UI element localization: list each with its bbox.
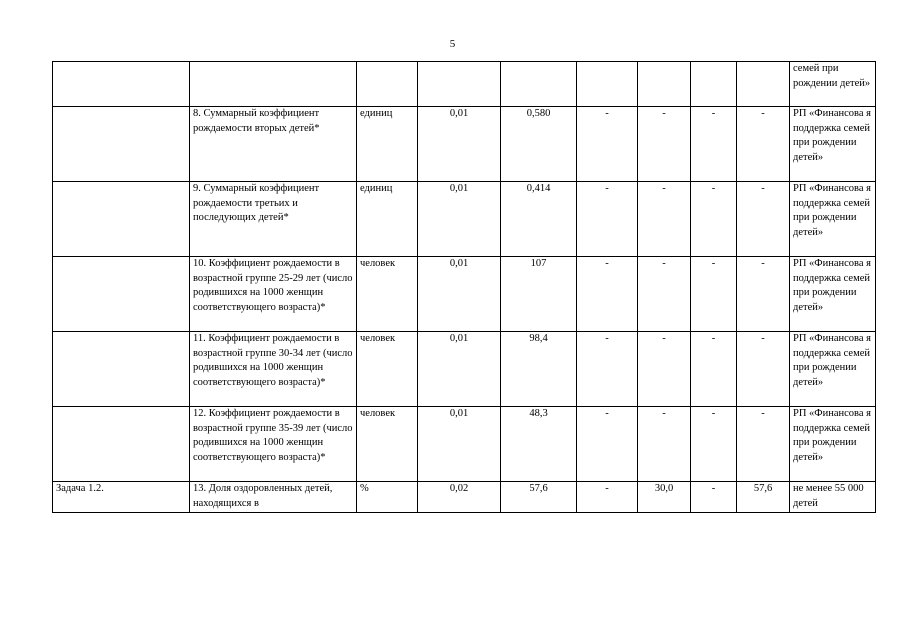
weight-cell: 0,01 [418,407,501,482]
source-cell: РП «Финансова я поддержка семей при рождении детей» [790,332,876,407]
task-cell: Задача 1.2. [53,482,190,513]
base-value-cell: 98,4 [501,332,577,407]
task-cell [53,107,190,182]
weight-cell: 0,02 [418,482,501,513]
task-cell [53,407,190,482]
value-cell: - [577,407,638,482]
value-cell [737,62,790,107]
value-cell: - [638,182,691,257]
value-cell: - [737,407,790,482]
source-cell: РП «Финансова я поддержка семей при рождении детей» [790,182,876,257]
base-value-cell: 0,580 [501,107,577,182]
value-cell: - [638,407,691,482]
indicator-cell: 10. Коэффициент рождаемости в возрастной группе 25-29 лет (число родившихся на 1000 женщин соответствующего возраста)* [190,257,357,332]
indicator-cell: 8. Суммарный коэффициент рождаемости вторых детей* [190,107,357,182]
unit-cell [357,62,418,107]
task-cell [53,182,190,257]
base-value-cell: 0,414 [501,182,577,257]
value-cell: - [691,257,737,332]
value-cell: - [691,182,737,257]
value-cell: - [737,332,790,407]
base-value-cell [501,62,577,107]
source-cell: не менее 55 000 детей [790,482,876,513]
source-cell: РП «Финансова я поддержка семей при рождении детей» [790,407,876,482]
value-cell: - [638,257,691,332]
indicator-cell: 13. Доля оздоровленных детей, находящихся в [190,482,357,513]
weight-cell: 0,01 [418,182,501,257]
value-cell: - [577,182,638,257]
table-row [53,62,876,107]
value-cell: - [638,107,691,182]
value-cell: - [691,407,737,482]
unit-cell: единиц [357,182,418,257]
weight-cell: 0,01 [418,107,501,182]
value-cell: - [737,257,790,332]
value-cell: - [737,107,790,182]
base-value-cell: 107 [501,257,577,332]
weight-cell: 0,01 [418,257,501,332]
value-cell: - [691,482,737,513]
source-cell: семей при рождении детей» [790,62,876,107]
unit-cell: человек [357,407,418,482]
base-value-cell: 57,6 [501,482,577,513]
source-cell: РП «Финансова я поддержка семей при рождении детей» [790,257,876,332]
page-number: 5 [449,38,456,50]
task-cell [53,257,190,332]
table-row [53,407,876,482]
indicators-table [52,61,876,513]
unit-cell: единиц [357,107,418,182]
indicator-cell [190,62,357,107]
value-cell: - [638,332,691,407]
task-cell [53,62,190,107]
table-row [53,182,876,257]
table-row [53,257,876,332]
weight-cell: 0,01 [418,332,501,407]
unit-cell: человек [357,332,418,407]
value-cell: - [577,332,638,407]
value-cell: - [691,332,737,407]
value-cell [691,62,737,107]
value-cell: - [577,482,638,513]
indicator-cell: 9. Суммарный коэффициент рождаемости третьих и последующих детей* [190,182,357,257]
value-cell: - [577,107,638,182]
task-cell [53,332,190,407]
unit-cell: человек [357,257,418,332]
value-cell: - [691,107,737,182]
table-row [53,332,876,407]
value-cell: 30,0 [638,482,691,513]
indicator-cell: 11. Коэффициент рождаемости в возрастной группе 30-34 лет (число родившихся на 1000 женщин соответствующего возраста)* [190,332,357,407]
indicator-cell: 12. Коэффициент рождаемости в возрастной группе 35-39 лет (число родившихся на 1000 женщин соответствующего возраста)* [190,407,357,482]
table-row [53,482,876,513]
value-cell [638,62,691,107]
value-cell: 57,6 [737,482,790,513]
value-cell [577,62,638,107]
weight-cell [418,62,501,107]
source-cell: РП «Финансова я поддержка семей при рождении детей» [790,107,876,182]
unit-cell: % [357,482,418,513]
table-row [53,107,876,182]
value-cell: - [737,182,790,257]
base-value-cell: 48,3 [501,407,577,482]
value-cell: - [577,257,638,332]
